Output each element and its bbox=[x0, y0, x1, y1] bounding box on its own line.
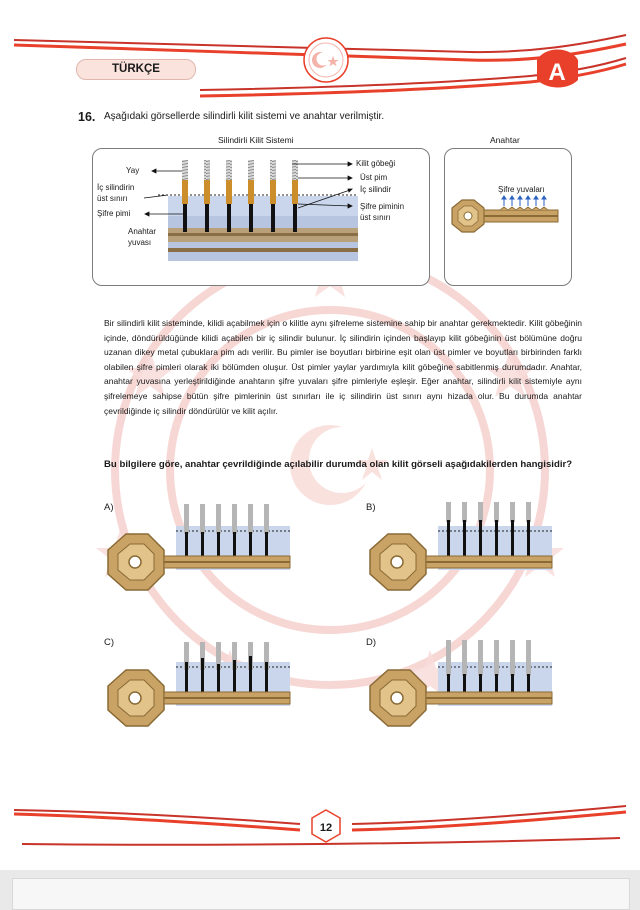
option-a-image[interactable] bbox=[104, 498, 304, 608]
option-b-label[interactable]: B) bbox=[366, 502, 376, 513]
option-d-image[interactable] bbox=[366, 634, 566, 744]
callout-sifre-pimi: Şifre pimi bbox=[97, 209, 131, 218]
subject-label: TÜRKÇE bbox=[76, 59, 196, 80]
option-b-image[interactable] bbox=[366, 498, 566, 608]
option-c-label[interactable]: C) bbox=[104, 637, 115, 648]
callout-ic-silindir-ust-1: İç silindirin bbox=[97, 183, 135, 192]
key-diagram bbox=[444, 148, 570, 284]
question-intro: Aşağıdaki görsellerde silindirli kilit sistemi ve anahtar verilmiştir. bbox=[104, 111, 385, 122]
lock-figure-title: Silindirli Kilit Sistemi bbox=[218, 135, 294, 145]
callout-sifre-piminin-2: üst sınırı bbox=[360, 213, 391, 222]
callout-sifre-yuvalari: Şifre yuvaları bbox=[498, 185, 545, 194]
question-prompt: Bu bilgilere göre, anahtar çevrildiğinde açılabilir durumda olan kilit görseli aşağıdakilerden hangisidir? bbox=[104, 459, 573, 470]
callout-yay: Yay bbox=[126, 166, 140, 175]
question-number: 16. bbox=[78, 110, 96, 124]
ministry-logo-icon bbox=[304, 38, 348, 82]
option-a-label[interactable]: A) bbox=[104, 502, 114, 513]
callout-kilit-gobegi: Kilit göbeği bbox=[356, 159, 396, 168]
header-decoration bbox=[0, 0, 640, 110]
option-c-image[interactable] bbox=[104, 634, 304, 744]
passage-text: Bir silindirli kilit sisteminde, kilidi açabilmek için o kilitle aynı şifreleme sistemine sahip bir anahtar gerekmektedir. Kilit göbeğinin içinde, döndürüldüğünde kilidi açabilen bir iç silindir bulunur. İç silindirin içinden başlayıp kilit göbeğinin üst bölümüne doğru uzanan dikey metal çubuklara pim adı verilir. Bu pimler ise boyutları birbirine eşit olan üst pimler ve boyutları birbirinden farklı olabilen şifre pimleri olarak iki bölümden oluşur. Üst pimler yaylar yardımıyla kilit göbeğine sabitlenmiş durumdadır. Anahtar, anahtar yuvasına yerleştirildiğinde anahtarın şifre yuvaları şifre pimleriyle eşleşir. Eğer anahtar, silindirli kilit sistemiyle aynı şifrelemeye sahipse bütün şifre pimlerinin üst sınırları ile iç silindirin üst sınırı aynı hizada olur. Bu durumda anahtar çevrildiğinde iç silindir döndürülür ve kilit açılır. bbox=[104, 318, 582, 416]
booklet-letter: A bbox=[548, 59, 566, 86]
callout-ic-silindir: İç silindir bbox=[360, 185, 392, 194]
page-number: 12 bbox=[319, 822, 333, 834]
key-figure-title: Anahtar bbox=[490, 135, 520, 145]
callout-sifre-piminin-1: Şifre piminin bbox=[360, 202, 405, 211]
option-d-label[interactable]: D) bbox=[366, 637, 377, 648]
callout-ust-pim: Üst pim bbox=[360, 173, 388, 182]
callout-anahtar-yuvasi-2: yuvası bbox=[128, 238, 152, 247]
callout-anahtar-yuvasi-1: Anahtar bbox=[128, 227, 157, 236]
callout-ic-silindir-ust-2: üst sınırı bbox=[97, 194, 128, 203]
next-page-edge bbox=[12, 878, 630, 910]
